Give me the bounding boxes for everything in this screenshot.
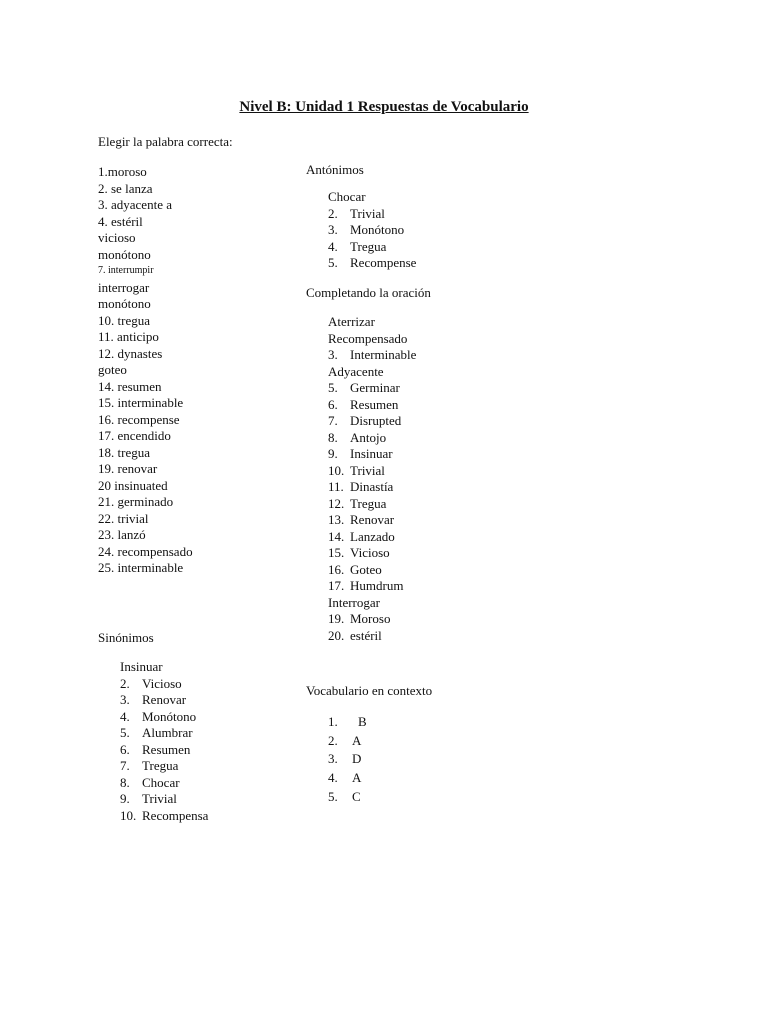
completando-item <box>328 463 431 480</box>
sinonimos-item <box>120 775 208 792</box>
contexto-item <box>328 732 432 751</box>
completando-item-number: 20. <box>328 627 345 643</box>
completando-item-number: 5. <box>328 380 338 395</box>
sinonimos-item-text: Chocar <box>142 774 180 790</box>
elegir-heading: Elegir la palabra correcta: <box>98 134 233 149</box>
antonimos-item-number: 3. <box>328 222 338 237</box>
antonimos-item <box>328 255 416 272</box>
elegir-item: 24. recompensado <box>98 543 193 559</box>
completando-item-number: 16. <box>328 561 345 577</box>
sinonimos-item <box>120 791 208 808</box>
elegir-item: monótono <box>98 246 151 262</box>
completando-item-number: 17. <box>328 578 345 593</box>
sinonimos-item <box>120 742 208 759</box>
contexto-item-number: 5. <box>328 788 338 804</box>
completando-item <box>328 413 431 430</box>
completando-item-text: Disrupted <box>350 413 402 428</box>
completando-item <box>328 347 431 364</box>
elegir-item: 22. trivial <box>98 510 149 526</box>
completando-item <box>328 314 431 331</box>
completando-item-number: 6. <box>328 396 338 412</box>
elegir-item: 1.moroso <box>98 164 147 179</box>
elegir-item: 19. renovar <box>98 461 158 476</box>
sinonimos-heading: Sinónimos <box>98 630 154 645</box>
sinonimos-item-text: Insinuar <box>120 659 163 674</box>
completando-item <box>328 496 431 513</box>
antonimos-item-number: 5. <box>328 255 338 270</box>
completando-item-number: 3. <box>328 347 338 362</box>
sinonimos-item-text: Trivial <box>142 791 177 806</box>
elegir-item: 16. recompense <box>98 411 180 427</box>
contexto-item-text: C <box>352 788 361 804</box>
contexto-item <box>328 713 432 732</box>
completando-item-text: Germinar <box>350 380 400 395</box>
completando-item <box>328 628 431 645</box>
completando-item-text: Renovar <box>350 512 395 527</box>
sinonimos-item-text: Tregua <box>142 758 179 773</box>
completando-item-number: 11. <box>328 479 344 494</box>
contexto-item-text: D <box>352 751 362 767</box>
completando-item <box>328 479 431 496</box>
completando-item-text: estéril <box>350 627 382 643</box>
elegir-item: 12. dynastes <box>98 345 163 361</box>
elegir-item: 7. interrumpir <box>98 265 154 276</box>
sinonimos-item <box>120 676 208 693</box>
elegir-item: 20 insinuated <box>98 477 168 493</box>
completando-item-text: Antojo <box>350 429 387 445</box>
completando-item-number: 13. <box>328 512 345 527</box>
completando-item-number: 14. <box>328 528 345 544</box>
completando-item <box>328 595 431 612</box>
contexto-list <box>328 713 432 807</box>
completando-item-text: Aterrizar <box>328 314 375 329</box>
contexto-heading: Vocabulario en contexto <box>306 683 433 698</box>
contexto-item-text: B <box>358 714 367 729</box>
antonimos-item <box>328 206 416 223</box>
elegir-item: interrogar <box>98 279 150 295</box>
sinonimos-list <box>120 659 208 824</box>
completando-item <box>328 380 431 397</box>
sinonimos-item-text: Recompensa <box>142 807 209 823</box>
sinonimos-item-number: 8. <box>120 774 130 790</box>
antonimos-item-number: 4. <box>328 238 338 254</box>
completando-item <box>328 578 431 595</box>
antonimos-item-text: Recompense <box>350 255 417 270</box>
sinonimos-item <box>120 709 208 726</box>
completando-item-text: Goteo <box>350 561 382 577</box>
completando-item-number: 7. <box>328 413 338 428</box>
sinonimos-item <box>120 725 208 742</box>
antonimos-item-text: Tregua <box>350 238 387 254</box>
completando-item <box>328 562 431 579</box>
completando-item-number: 8. <box>328 429 338 445</box>
completando-item-text: Humdrum <box>350 578 404 593</box>
contexto-item-number: 1. <box>328 714 338 729</box>
contexto-item-text: A <box>352 732 362 748</box>
completando-item <box>328 529 431 546</box>
elegir-item: 21. germinado <box>98 494 174 509</box>
completando-item <box>328 430 431 447</box>
sinonimos-item-text: Alumbrar <box>142 725 193 740</box>
completando-section <box>306 284 431 644</box>
completando-item-text: Lanzado <box>350 528 395 544</box>
elegir-item: 17. encendido <box>98 428 171 443</box>
sinonimos-item <box>120 808 208 825</box>
elegir-item: 18. tregua <box>98 444 150 460</box>
completando-item-text: Moroso <box>350 611 391 626</box>
completando-item-number: 15. <box>328 545 345 560</box>
sinonimos-item-text: Monótono <box>142 708 197 724</box>
antonimos-item <box>328 189 416 206</box>
completando-item-text: Vicioso <box>350 545 390 560</box>
elegir-section <box>98 133 233 577</box>
completando-heading: Completando la oración <box>306 285 431 300</box>
completando-item-text: Resumen <box>350 396 399 412</box>
contexto-item <box>328 788 432 807</box>
page-title: Nivel B: Unidad 1 Respuestas de Vocabulario <box>239 99 529 115</box>
completando-item-text: Interminable <box>350 347 417 362</box>
completando-item <box>328 545 431 562</box>
sinonimos-item-text: Resumen <box>142 741 191 757</box>
completando-item-text: Trivial <box>350 462 385 478</box>
sinonimos-item-number: 4. <box>120 708 130 724</box>
elegir-item: 3. adyacente a <box>98 197 172 212</box>
completando-item-text: Insinuar <box>350 446 393 461</box>
elegir-item: goteo <box>98 362 127 377</box>
completando-item-number: 12. <box>328 495 345 511</box>
antonimos-item-text: Trivial <box>350 205 385 221</box>
elegir-item: vicioso <box>98 230 136 245</box>
completando-list <box>328 314 431 644</box>
contexto-item-text: A <box>352 770 362 786</box>
contexto-item <box>328 750 432 769</box>
elegir-item: 23. lanzó <box>98 527 146 542</box>
completando-item <box>328 512 431 529</box>
sinonimos-item-text: Renovar <box>142 692 187 707</box>
antonimos-item-number: 2. <box>328 205 338 221</box>
sinonimos-item-number: 6. <box>120 741 130 757</box>
sinonimos-item-number: 2. <box>120 675 130 691</box>
completando-item <box>328 331 431 348</box>
contexto-item-number: 3. <box>328 751 338 767</box>
antonimos-item-text: Monótono <box>350 222 405 237</box>
completando-item-text: Recompensado <box>328 330 408 346</box>
contexto-item <box>328 769 432 788</box>
antonimos-item <box>328 239 416 256</box>
elegir-item: 11. anticipo <box>98 329 159 344</box>
sinonimos-item-number: 9. <box>120 791 130 806</box>
completando-item-text: Adyacente <box>328 363 384 379</box>
sinonimos-item <box>120 758 208 775</box>
antonimos-section <box>306 161 416 272</box>
sinonimos-section <box>98 629 208 824</box>
sinonimos-item-text: Vicioso <box>142 675 182 691</box>
antonimos-item <box>328 222 416 239</box>
sinonimos-item-number: 5. <box>120 725 130 740</box>
antonimos-list <box>328 189 416 272</box>
completando-item <box>328 364 431 381</box>
completando-item-text: Tregua <box>350 495 387 511</box>
elegir-item: 25. interminable <box>98 560 184 575</box>
completando-item-text: Dinastía <box>350 479 394 494</box>
elegir-item: 4. estéril <box>98 213 143 229</box>
completando-item <box>328 397 431 414</box>
completando-item-number: 19. <box>328 611 345 626</box>
completando-item-text: Interrogar <box>328 594 380 610</box>
elegir-item: 15. interminable <box>98 395 184 410</box>
contexto-item-number: 4. <box>328 770 338 786</box>
elegir-item: monótono <box>98 296 151 311</box>
sinonimos-item-number: 10. <box>120 807 137 823</box>
antonimos-heading: Antónimos <box>306 162 364 177</box>
sinonimos-item <box>120 692 208 709</box>
elegir-item: 10. tregua <box>98 312 150 328</box>
completando-item <box>328 446 431 463</box>
completando-item-number: 10. <box>328 462 345 478</box>
elegir-item: 14. resumen <box>98 378 162 394</box>
sinonimos-item-number: 3. <box>120 692 130 707</box>
sinonimos-item-number: 7. <box>120 758 130 773</box>
elegir-list <box>98 164 233 577</box>
sinonimos-item <box>120 659 208 676</box>
contexto-item-number: 2. <box>328 732 338 748</box>
completando-item-number: 9. <box>328 446 338 461</box>
elegir-item: 2. se lanza <box>98 180 153 196</box>
contexto-section <box>306 682 432 807</box>
completando-item <box>328 611 431 628</box>
antonimos-item-text: Chocar <box>328 189 366 204</box>
